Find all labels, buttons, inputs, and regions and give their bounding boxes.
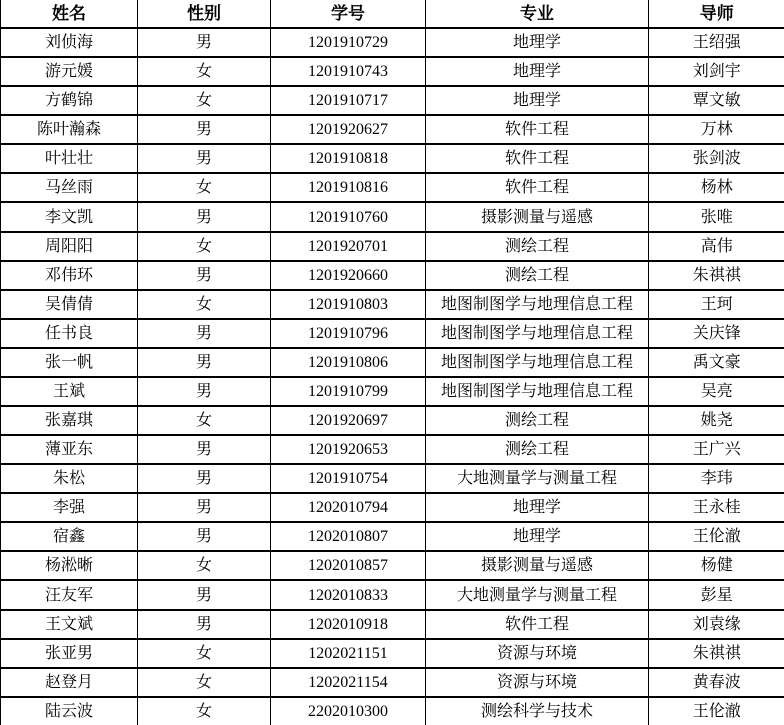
table-row: [1, 57, 784, 86]
cell-name: 任书良: [1, 319, 138, 348]
cell-name: 李强: [1, 493, 138, 522]
table-row: [1, 290, 784, 319]
cell-advisor: 刘剑宇: [649, 57, 784, 86]
cell-advisor: 杨健: [649, 551, 784, 580]
cell-major: 地理学: [426, 28, 649, 57]
cell-name: 方鹤锦: [1, 86, 138, 115]
table-row: [1, 610, 784, 639]
table-row: [1, 639, 784, 668]
cell-gender: 女: [138, 57, 271, 86]
cell-name: 赵登月: [1, 668, 138, 697]
cell-major: 软件工程: [426, 115, 649, 144]
cell-student-id: 1201910743: [271, 57, 426, 86]
cell-major: 软件工程: [426, 144, 649, 173]
table-row: [1, 493, 784, 522]
cell-advisor: 王珂: [649, 290, 784, 319]
table-row: [1, 173, 784, 202]
table-row: [1, 464, 784, 493]
cell-student-id: 1201910717: [271, 86, 426, 115]
cell-gender: 女: [138, 551, 271, 580]
cell-gender: 女: [138, 290, 271, 319]
cell-name: 朱松: [1, 464, 138, 493]
table-row: [1, 319, 784, 348]
cell-student-id: 1202010833: [271, 580, 426, 609]
cell-major: 地理学: [426, 522, 649, 551]
cell-gender: 男: [138, 319, 271, 348]
cell-advisor: 张剑波: [649, 144, 784, 173]
table-row: [1, 28, 784, 57]
table-row: [1, 435, 784, 464]
cell-name: 周阳阳: [1, 232, 138, 261]
cell-major: 测绘工程: [426, 435, 649, 464]
cell-advisor: 刘袁缘: [649, 610, 784, 639]
table-row: [1, 261, 784, 290]
cell-advisor: 朱祺祺: [649, 639, 784, 668]
cell-student-id: 1202010794: [271, 493, 426, 522]
cell-advisor: 禹文豪: [649, 348, 784, 377]
cell-advisor: 王永桂: [649, 493, 784, 522]
cell-major: 大地测量学与测量工程: [426, 464, 649, 493]
cell-student-id: 1201920701: [271, 232, 426, 261]
cell-major: 地图制图学与地理信息工程: [426, 348, 649, 377]
cell-name: 王文斌: [1, 610, 138, 639]
cell-gender: 男: [138, 144, 271, 173]
cell-major: 测绘工程: [426, 232, 649, 261]
cell-student-id: 1201910729: [271, 28, 426, 57]
header-student-id: 学号: [271, 0, 426, 28]
cell-student-id: 1202010807: [271, 522, 426, 551]
table-row: [1, 115, 784, 144]
header-major: 专业: [426, 0, 649, 28]
cell-major: 摄影测量与遥感: [426, 202, 649, 231]
cell-gender: 男: [138, 493, 271, 522]
cell-student-id: 1202021154: [271, 668, 426, 697]
cell-gender: 女: [138, 232, 271, 261]
cell-gender: 女: [138, 668, 271, 697]
cell-gender: 男: [138, 377, 271, 406]
cell-student-id: 1201920697: [271, 406, 426, 435]
cell-advisor: 朱祺祺: [649, 261, 784, 290]
cell-major: 资源与环境: [426, 639, 649, 668]
cell-gender: 男: [138, 261, 271, 290]
cell-name: 邓伟环: [1, 261, 138, 290]
cell-name: 薄亚东: [1, 435, 138, 464]
table-header: [1, 0, 784, 28]
cell-student-id: 1202021151: [271, 639, 426, 668]
cell-advisor: 杨林: [649, 173, 784, 202]
cell-gender: 女: [138, 406, 271, 435]
cell-advisor: 王绍强: [649, 28, 784, 57]
cell-gender: 女: [138, 639, 271, 668]
cell-student-id: 2202010300: [271, 697, 426, 725]
cell-student-id: 1202010857: [271, 551, 426, 580]
cell-gender: 男: [138, 435, 271, 464]
cell-name: 李文凯: [1, 202, 138, 231]
cell-name: 陈叶瀚森: [1, 115, 138, 144]
cell-student-id: 1201920627: [271, 115, 426, 144]
cell-gender: 男: [138, 522, 271, 551]
cell-name: 叶壮壮: [1, 144, 138, 173]
cell-student-id: 1201910806: [271, 348, 426, 377]
cell-student-id: 1201910803: [271, 290, 426, 319]
cell-gender: 男: [138, 610, 271, 639]
header-row: [1, 0, 784, 28]
cell-major: 地理学: [426, 57, 649, 86]
cell-name: 汪友军: [1, 580, 138, 609]
cell-major: 地图制图学与地理信息工程: [426, 290, 649, 319]
cell-advisor: 王伦澈: [649, 697, 784, 725]
table-row: [1, 406, 784, 435]
cell-name: 陆云波: [1, 697, 138, 725]
cell-student-id: 1201920660: [271, 261, 426, 290]
cell-student-id: 1201920653: [271, 435, 426, 464]
table-body: [1, 28, 784, 725]
cell-advisor: 覃文敏: [649, 86, 784, 115]
cell-name: 张亚男: [1, 639, 138, 668]
cell-gender: 男: [138, 28, 271, 57]
cell-name: 马丝雨: [1, 173, 138, 202]
cell-gender: 男: [138, 580, 271, 609]
header-name: 姓名: [1, 0, 138, 28]
cell-advisor: 高伟: [649, 232, 784, 261]
cell-name: 刘侦海: [1, 28, 138, 57]
cell-name: 宿鑫: [1, 522, 138, 551]
table-row: [1, 232, 784, 261]
cell-gender: 女: [138, 173, 271, 202]
cell-major: 软件工程: [426, 610, 649, 639]
cell-advisor: 黄春波: [649, 668, 784, 697]
table-row: [1, 551, 784, 580]
cell-advisor: 万林: [649, 115, 784, 144]
table-row: [1, 668, 784, 697]
table-row: [1, 580, 784, 609]
cell-gender: 男: [138, 115, 271, 144]
cell-advisor: 彭星: [649, 580, 784, 609]
cell-major: 大地测量学与测量工程: [426, 580, 649, 609]
cell-advisor: 李玮: [649, 464, 784, 493]
table-row: [1, 348, 784, 377]
cell-advisor: 王伦澈: [649, 522, 784, 551]
cell-name: 吴倩倩: [1, 290, 138, 319]
cell-major: 测绘工程: [426, 261, 649, 290]
cell-major: 资源与环境: [426, 668, 649, 697]
cell-major: 软件工程: [426, 173, 649, 202]
cell-gender: 男: [138, 202, 271, 231]
table-row: [1, 522, 784, 551]
table-row: [1, 202, 784, 231]
cell-student-id: 1201910816: [271, 173, 426, 202]
cell-major: 地图制图学与地理信息工程: [426, 377, 649, 406]
cell-student-id: 1201910818: [271, 144, 426, 173]
cell-student-id: 1201910760: [271, 202, 426, 231]
cell-major: 摄影测量与遥感: [426, 551, 649, 580]
cell-name: 杨淞晰: [1, 551, 138, 580]
table-row: [1, 144, 784, 173]
cell-gender: 男: [138, 464, 271, 493]
cell-gender: 女: [138, 697, 271, 725]
cell-advisor: 吴亮: [649, 377, 784, 406]
cell-student-id: 1202010918: [271, 610, 426, 639]
cell-name: 游元媛: [1, 57, 138, 86]
table-row: [1, 86, 784, 115]
cell-major: 地理学: [426, 86, 649, 115]
table-row: [1, 697, 784, 725]
cell-advisor: 姚尧: [649, 406, 784, 435]
cell-major: 测绘工程: [426, 406, 649, 435]
cell-advisor: 关庆锋: [649, 319, 784, 348]
header-advisor: 导师: [649, 0, 784, 28]
cell-student-id: 1201910796: [271, 319, 426, 348]
header-gender: 性别: [138, 0, 271, 28]
cell-student-id: 1201910799: [271, 377, 426, 406]
cell-gender: 男: [138, 348, 271, 377]
table-row: [1, 377, 784, 406]
cell-major: 测绘科学与技术: [426, 697, 649, 725]
cell-advisor: 王广兴: [649, 435, 784, 464]
cell-advisor: 张唯: [649, 202, 784, 231]
cell-name: 王斌: [1, 377, 138, 406]
cell-student-id: 1201910754: [271, 464, 426, 493]
cell-gender: 女: [138, 86, 271, 115]
cell-name: 张一帆: [1, 348, 138, 377]
cell-name: 张嘉琪: [1, 406, 138, 435]
cell-major: 地图制图学与地理信息工程: [426, 319, 649, 348]
cell-major: 地理学: [426, 493, 649, 522]
